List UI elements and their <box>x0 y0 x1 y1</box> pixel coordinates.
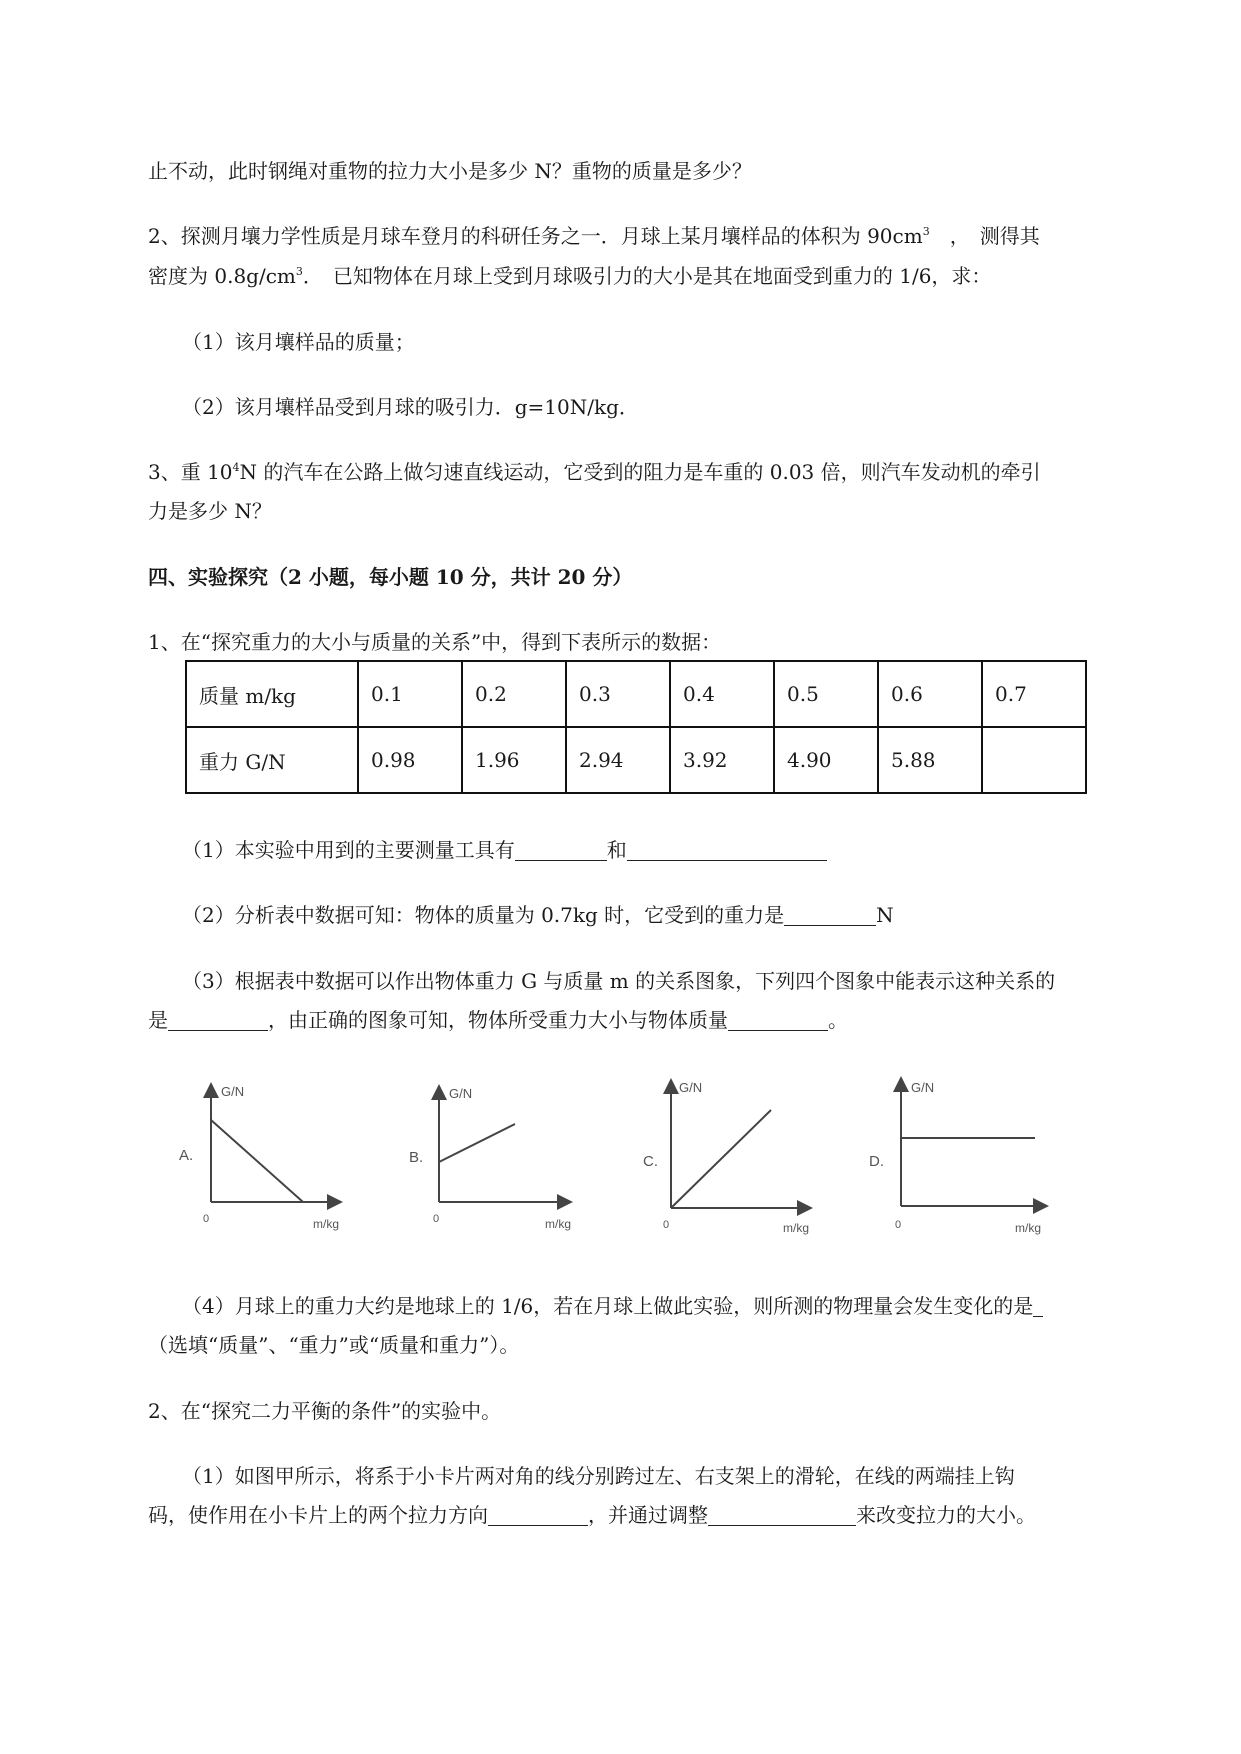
question-text-line: 止不动，此时钢绳对重物的拉力大小是多少 N？重物的质量是多少？ <box>148 159 752 183</box>
question-2-text: 2、探测月壤力学性质是月球车登月的科研任务之一．月球上某月壤样品的体积为 90cm <box>148 224 923 248</box>
x-axis-label: m/kg <box>545 1217 572 1231</box>
graph-letter: D. <box>869 1153 884 1170</box>
answer-blank[interactable] <box>515 838 607 861</box>
sub-3-text: 是 <box>148 1008 168 1032</box>
table-row <box>186 727 1086 793</box>
answer-blank[interactable] <box>1033 1294 1043 1317</box>
graph-options <box>175 1070 1075 1254</box>
y-axis-label: G/N <box>679 1080 703 1095</box>
question-2-text: 密度为 0.8g/cm <box>148 264 296 288</box>
question-2-text-tail: ． 已知物体在月球上受到月球吸引力的大小是其在地面受到重力的 1/6，求： <box>302 264 992 288</box>
superscript: 3 <box>295 265 303 278</box>
experiment-1-sub-4-line-2: （选填“质量”、“重力”或“质量和重力”）。 <box>148 1333 520 1357</box>
table-cell: 0.2 <box>462 661 566 727</box>
question-2-line-2 <box>148 262 991 290</box>
experiment-2-intro: 2、在“探究二力平衡的条件”的实验中。 <box>148 1399 502 1423</box>
table-cell: 0.98 <box>358 727 462 793</box>
table-cell: 3.92 <box>670 727 774 793</box>
experiment-1-sub-3-line-2 <box>148 1006 848 1034</box>
answer-blank[interactable] <box>784 903 876 926</box>
unit-label: N <box>876 903 894 927</box>
x-axis-label: m/kg <box>313 1217 340 1231</box>
graph-letter: B. <box>409 1149 424 1166</box>
question-3-text: N 的汽车在公路上做匀速直线运动，它受到的阻力是车重的 0.03 倍，则汽车发动机的牵引 <box>239 460 1041 484</box>
graph-options-svg <box>175 1070 1075 1250</box>
x-axis-label: m/kg <box>783 1221 810 1235</box>
graph-letter: C. <box>643 1153 658 1170</box>
table-cell-label: 重力 G/N <box>186 727 358 793</box>
sub-1-text: （1）本实验中用到的主要测量工具有 <box>182 838 515 862</box>
question-3-text: 3、重 10 <box>148 460 233 484</box>
sub-4-text: （4）月球上的重力大约是地球上的 1/6，若在月球上做此实验，则所测的物理量会发生变化的是 <box>182 1294 1034 1318</box>
table-cell: 2.94 <box>566 727 670 793</box>
answer-blank[interactable] <box>728 1008 828 1031</box>
origin-label: 0 <box>203 1213 210 1225</box>
graph-line <box>439 1124 515 1162</box>
answer-blank[interactable] <box>708 1503 856 1526</box>
graph-d <box>869 1080 1041 1235</box>
superscript: 4 <box>232 461 240 474</box>
graph-b <box>409 1086 571 1231</box>
experiment-1-sub-2 <box>182 901 894 929</box>
graph-letter: A. <box>179 1147 194 1164</box>
sub-3-text: 。 <box>828 1008 848 1032</box>
table-cell-label: 质量 m/kg <box>186 661 358 727</box>
sub-1-text: 码，使作用在小卡片上的两个拉力方向 <box>148 1503 488 1527</box>
graph-line <box>671 1110 771 1208</box>
sub-1-text: ，并通过调整 <box>588 1503 708 1527</box>
table-cell: 0.1 <box>358 661 462 727</box>
superscript: 3 <box>922 225 930 238</box>
x-axis-label: m/kg <box>1015 1221 1042 1235</box>
question-3-line-2: 力是多少 N？ <box>148 499 272 523</box>
experiment-2-sub-1-line-2 <box>148 1501 1036 1529</box>
experiment-1-sub-1 <box>182 836 827 864</box>
data-table <box>185 660 1087 794</box>
sub-1-text-and: 和 <box>606 838 627 862</box>
table-cell: 0.6 <box>878 661 982 727</box>
section-heading: 四、实验探究（2 小题，每小题 10 分，共计 20 分） <box>148 565 633 589</box>
y-axis-label: G/N <box>449 1086 473 1101</box>
question-3-line-1 <box>148 458 1041 486</box>
graph-a <box>179 1084 339 1231</box>
origin-label: 0 <box>895 1219 902 1231</box>
table-cell: 0.5 <box>774 661 878 727</box>
question-2-sub-2: （2）该月壤样品受到月球的吸引力．g=10N/kg． <box>182 395 639 419</box>
origin-label: 0 <box>433 1213 440 1225</box>
table-row <box>186 661 1086 727</box>
y-axis-label: G/N <box>221 1084 245 1099</box>
table-cell: 5.88 <box>878 727 982 793</box>
origin-label: 0 <box>663 1219 670 1231</box>
experiment-1-intro: 1、在“探究重力的大小与质量的关系”中，得到下表所示的数据： <box>148 630 722 654</box>
answer-blank[interactable] <box>168 1008 268 1031</box>
sub-1-text: 来改变拉力的大小。 <box>856 1503 1036 1527</box>
y-axis-label: G/N <box>911 1080 935 1095</box>
graph-c <box>643 1080 809 1235</box>
table-cell: 4.90 <box>774 727 878 793</box>
question-2-sub-1: （1）该月壤样品的质量； <box>182 330 415 354</box>
graph-line <box>211 1120 303 1202</box>
experiment-1-sub-3-line-1: （3）根据表中数据可以作出物体重力 G 与质量 m 的关系图象，下列四个图象中能表示这种关系的 <box>182 969 1056 993</box>
experiment-2-sub-1-line-1: （1）如图甲所示，将系于小卡片两对角的线分别跨过左、右支架上的滑轮，在线的两端挂上钩 <box>182 1464 1015 1488</box>
question-2-text-tail: ， 测得其 <box>929 224 1040 248</box>
table-cell: 0.3 <box>566 661 670 727</box>
answer-blank[interactable] <box>627 838 827 861</box>
experiment-1-sub-4-line-1 <box>182 1292 1043 1320</box>
table-cell: 1.96 <box>462 727 566 793</box>
question-2-line-1 <box>148 222 1040 250</box>
sub-3-text: ，由正确的图象可知，物体所受重力大小与物体质量 <box>268 1008 728 1032</box>
table-cell <box>982 727 1086 793</box>
sub-2-text: （2）分析表中数据可知：物体的质量为 0.7kg 时，它受到的重力是 <box>182 903 785 927</box>
table-cell: 0.7 <box>982 661 1086 727</box>
answer-blank[interactable] <box>488 1503 588 1526</box>
table-cell: 0.4 <box>670 661 774 727</box>
